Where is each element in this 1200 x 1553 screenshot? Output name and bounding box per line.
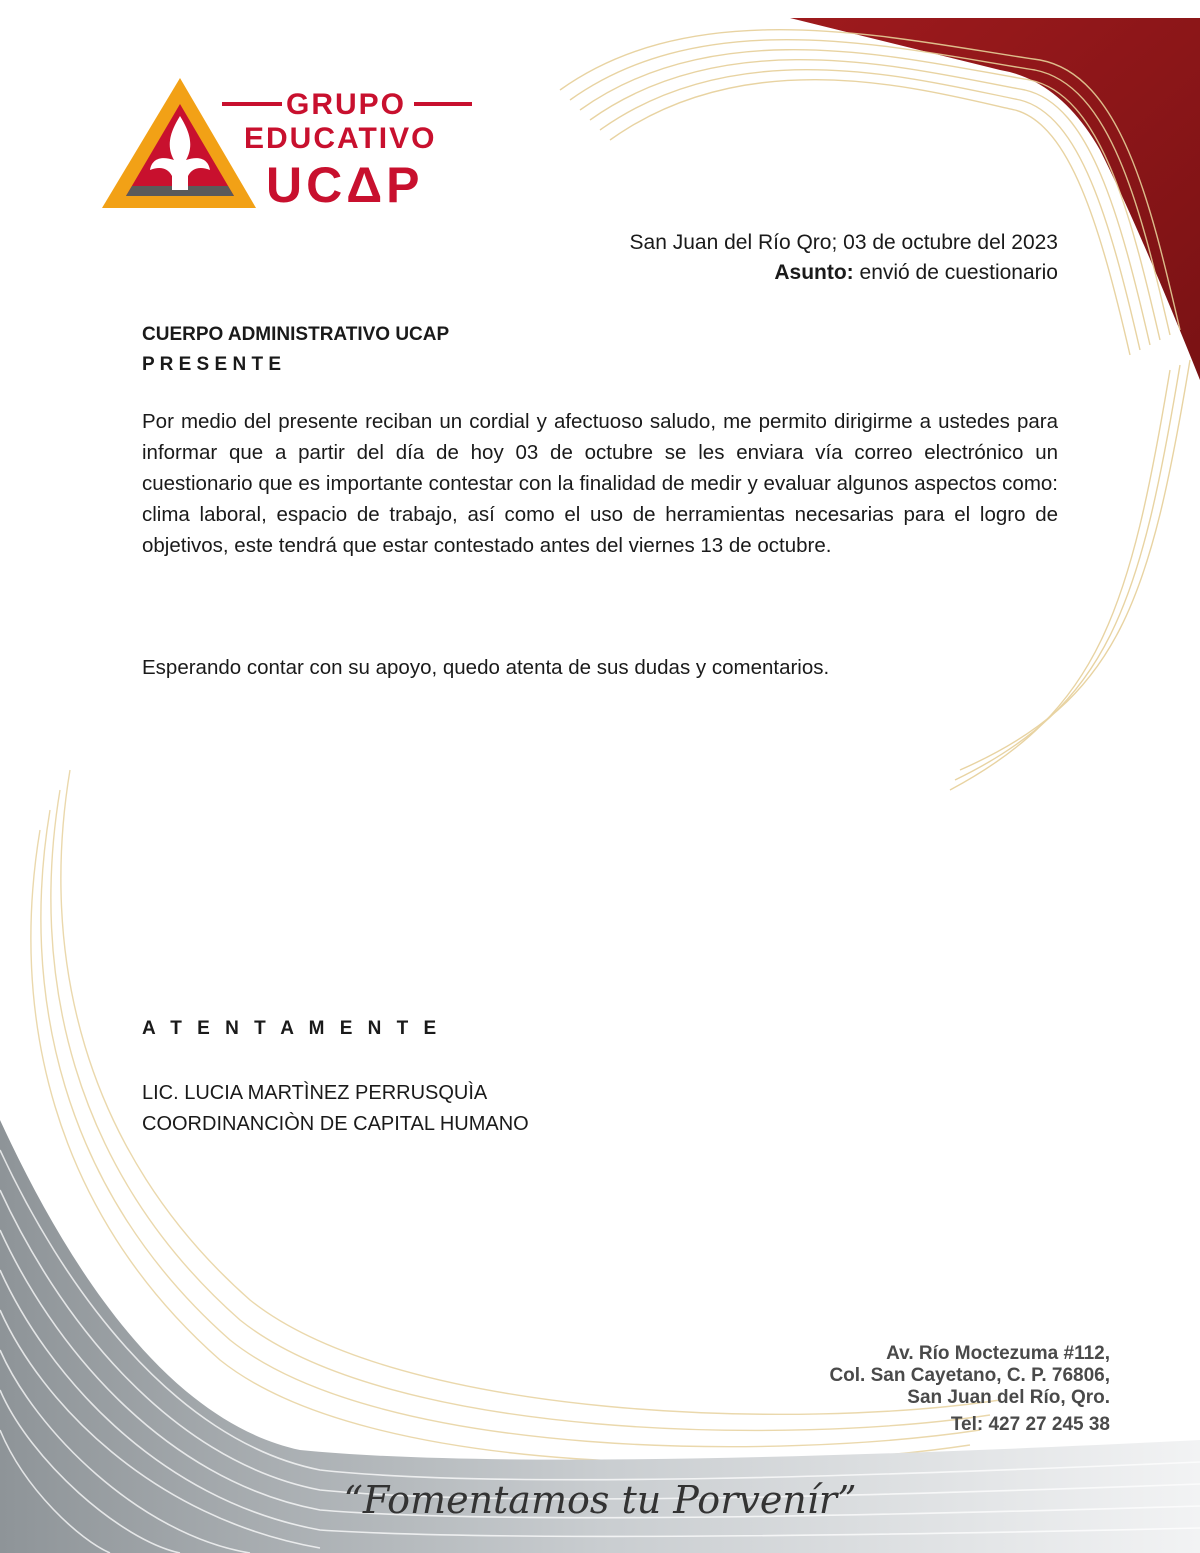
footer-motto: “Fomentamos tu Porvenír” xyxy=(343,1478,857,1522)
recipient-name: CUERPO ADMINISTRATIVO UCAP xyxy=(142,324,450,345)
closing-line: Esperando contar con su apoyo, quedo atenta de sus dudas y comentarios. xyxy=(142,656,830,679)
recipient-block xyxy=(142,320,449,380)
footer-address xyxy=(829,1343,1110,1409)
body-paragraph: Por medio del presente reciban un cordial y afectuoso saludo, me permito dirigirme a ustedes para informar que a partir del día de hoy 03 de octubre se les enviara vía correo electrónico un cuestionario que es importante contestar con la finalidad de medir y evaluar algunos aspectos como: clima laboral, espacio de trabajo, así como el uso de herramientas necesarias para el logro de objetivos, este tendrá que estar contestado antes del viernes 13 de octubre. xyxy=(142,410,1058,557)
logo-line-educativo: EDUCATIVO xyxy=(244,122,437,155)
signer-position: COORDINANCIÒN DE CAPITAL HUMANO xyxy=(142,1113,529,1135)
address-line-2: Col. San Cayetano, C. P. 76806, xyxy=(829,1365,1110,1386)
address-line-1: Av. Río Moctezuma #112, xyxy=(886,1343,1110,1364)
footer-phone: Tel: 427 27 245 38 xyxy=(950,1414,1110,1435)
letter-header xyxy=(630,228,1058,288)
logo-line-ucap: UCΔP xyxy=(266,157,424,213)
subject-label: Asunto: xyxy=(774,261,854,284)
recipient-presente: P R E S E N T E xyxy=(142,354,282,375)
place-date: San Juan del Río Qro; 03 de octubre del 2023 xyxy=(629,231,1058,254)
red-corner-shape xyxy=(790,18,1200,380)
signer-block xyxy=(142,1078,529,1140)
subject-text: envió de cuestionario xyxy=(853,261,1058,284)
address-line-3: San Juan del Río, Qro. xyxy=(907,1387,1110,1408)
atentamente-heading: A T E N T A M E N T E xyxy=(142,1018,442,1039)
signer-name: LIC. LUCIA MARTÌNEZ PERRUSQUÌA xyxy=(142,1082,488,1104)
logo-line-grupo: GRUPO xyxy=(286,88,407,121)
subject-line xyxy=(630,258,1058,288)
